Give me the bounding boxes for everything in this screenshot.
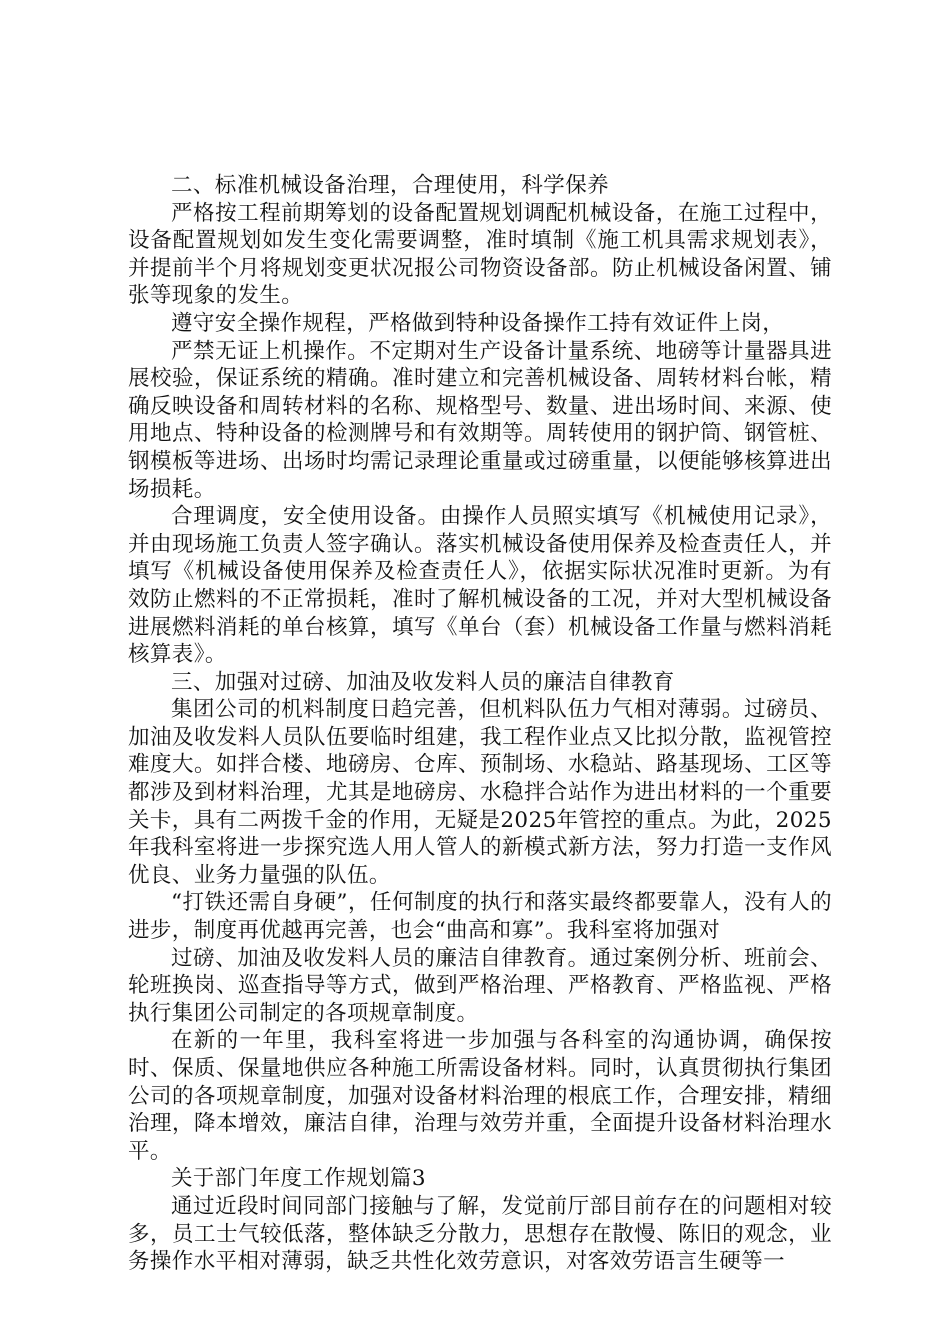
body-paragraph: 严禁无证上机操作。不定期对生产设备计量系统、地磅等计量器具进展校验，保证系统的精确。准时建立和完善机械设备、周转材料台帐，精确反映设备和周转材料的名称、规格型号、数量、进出场时间、来源、使用地点、特种设备的检测牌号和有效期等。周转使用的钢护筒、钢管桩、钢模板等进场、出场时均需记录理论重量或过磅重量，以便能够核算进出场损耗。 [128,338,832,502]
body-paragraph: 严格按工程前期筹划的设备配置规划调配机械设备，在施工过程中，设备配置规划如发生变化需要调整，准时填制《施工机具需求规划表》，并提前半个月将规划变更状况报公司物资设备部。防止机械设备闲置、铺张等现象的发生。 [128,200,832,309]
body-paragraph: 遵守安全操作规程，严格做到特种设备操作工持有效证件上岗， [171,310,785,336]
body-paragraph: 过磅、加油及收发料人员的廉洁自律教育。通过案例分析、班前会、轮班换岗、巡查指导等方式，做到严格治理、严格教育、严格监视、严格执行集团公司制定的各项规章制度。 [128,945,832,1026]
body-paragraph: 在新的一年里，我科室将进一步加强与各科室的沟通协调，确保按时、保质、保量地供应各种施工所需设备材料。同时，认真贯彻执行集团公司的各项规章制度，加强对设备材料治理的根底工作，合理安排，精细治理，降本增效，廉洁自律，治理与效劳并重，全面提升设备材料治理水平。 [128,1028,832,1164]
section-heading-two: 二、标准机械设备治理，合理使用，科学保养 [171,173,610,198]
body-paragraph: 集团公司的机料制度日趋完善，但机料队伍力气相对薄弱。过磅员、加油及收发料人员队伍要临时组建，我工程作业点又比拟分散，监视管控难度大。如拌合楼、地磅房、仓库、预制场、水稳站、路基现场、工区等都涉及到材料治理，尤其是地磅房、水稳拌合站作为进出材料的一个重要关卡，具有二两拨千金的作用，无疑是2025年管控的重点。为此，2025年我科室将进一步探究选人用人管人的新模式新方法，努力打造一支作风优良、业务力量强的队伍。 [128,697,832,888]
article-title: 关于部门年度工作规划篇3 [171,1166,426,1192]
body-paragraph: “打铁还需自身硬”，任何制度的执行和落实最终都要靠人，没有人的进步，制度再优越再完善，也会“曲高和寡”。我科室将加强对 [128,890,832,944]
section-heading-three: 三、加强对过磅、加油及收发料人员的廉洁自律教育 [171,669,675,695]
body-paragraph: 合理调度，安全使用设备。由操作人员照实填写《机械使用记录》，并由现场施工负责人签字确认。落实机械设备使用保养及检查责任人，并填写《机械设备使用保养及检查责任人》，依据实际状况准时更新。为有效防止燃料的不正常损耗，准时了解机械设备的工况，并对大型机械设备进展燃料消耗的单台核算，填写《单台（套）机械设备工作量与燃料消耗核算表》。 [128,504,832,668]
body-paragraph: 通过近段时间同部门接触与了解，发觉前厅部目前存在的问题相对较多，员工士气较低落，整体缺乏分散力，思想存在散慢、陈旧的观念，业务操作水平相对薄弱，缺乏共性化效劳意识，对客效劳语言生硬等一 [128,1193,832,1275]
document-body [128,172,832,1276]
